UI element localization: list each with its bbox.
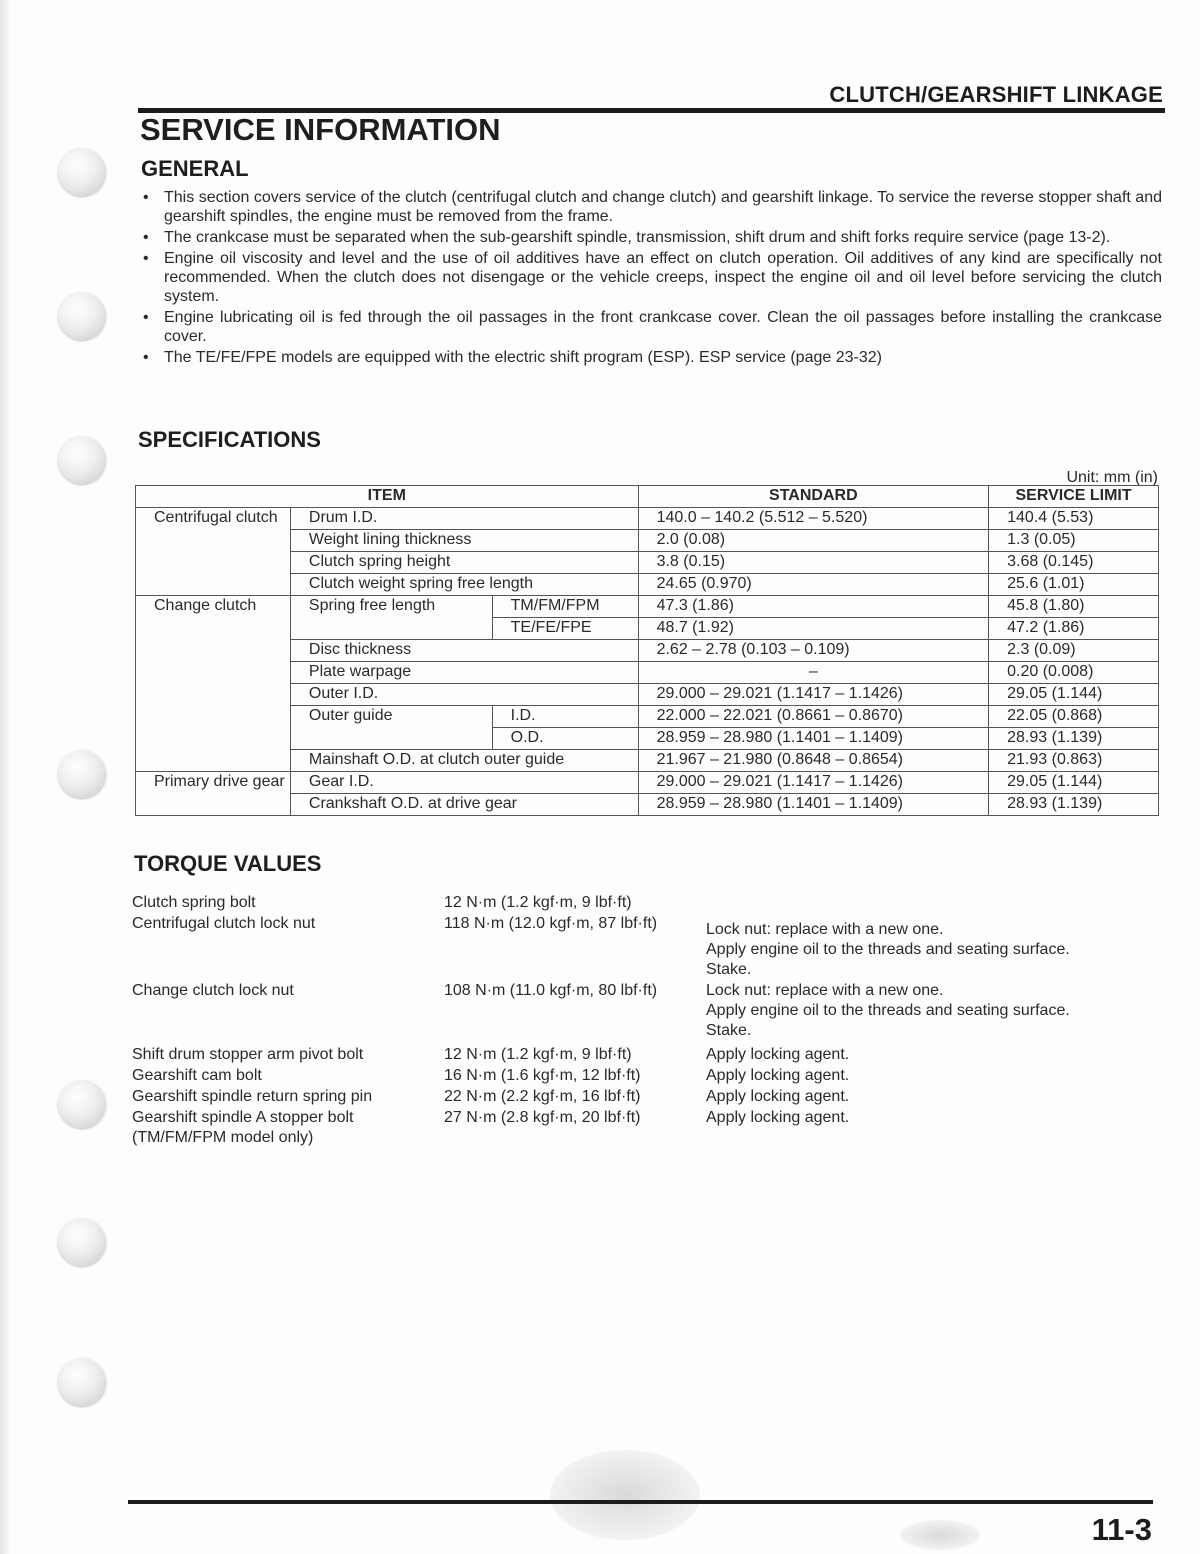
binder-hole [58,436,106,484]
limit-cell: 29.05 (1.144) [989,684,1159,706]
unit-label: Unit: mm (in) [1066,469,1158,486]
torque-value: 118 N·m (12.0 kgf·m, 87 lbf·ft) [444,915,658,932]
column-header-service-limit: SERVICE LIMIT [989,486,1159,508]
scan-smudge [900,1520,980,1550]
standard-cell: 2.0 (0.08) [638,530,989,552]
column-header-standard: STANDARD [638,486,989,508]
torque-item-name: Centrifugal clutch lock nut [132,915,316,932]
binder-hole [58,1358,106,1406]
item-cell: Drum I.D. [290,508,638,530]
torque-item-name: Change clutch lock nut [132,982,294,999]
limit-cell: 0.20 (0.008) [989,662,1159,684]
note-line: Apply engine oil to the threads and seating surface. [706,941,1070,958]
column-header-item: ITEM [136,486,639,508]
torque-note [706,893,1162,914]
standard-cell: 22.000 – 22.021 (0.8661 – 0.8670) [638,706,989,728]
limit-cell: 47.2 (1.86) [989,618,1159,640]
binder-hole [58,292,106,340]
limit-cell: 45.8 (1.80) [989,596,1159,618]
page-edge [0,0,10,1554]
list-item: • Engine oil viscosity and level and the use of oil additives have an effect on clutch operation. Oil additives of any kind are specifically not recommended. When the clutch does not disengage or the vehicle creeps, inspect the engine oil and oil level before servicing the clutch system. [140,249,1162,306]
standard-cell: 28.959 – 28.980 (1.1401 – 1.1409) [638,728,989,750]
standard-cell: 47.3 (1.86) [638,596,989,618]
item-cell: Disc thickness [290,640,638,662]
limit-cell: 28.93 (1.139) [989,728,1159,750]
table-row [132,981,1162,1045]
torque-note [706,914,1162,981]
limit-cell: 29.05 (1.144) [989,772,1159,794]
standard-cell: 29.000 – 29.021 (1.1417 – 1.1426) [638,684,989,706]
binder-hole [58,1080,106,1128]
general-heading: GENERAL [141,156,249,181]
table-header-row [136,486,1159,508]
item-cell: Mainshaft O.D. at clutch outer guide [290,750,638,772]
table-row [136,596,1159,618]
table-row [132,1087,1162,1108]
group-label: Primary drive gear [136,772,291,816]
standard-cell: – [638,662,989,684]
item-cell: Spring free length [290,596,492,640]
torque-note: Apply locking agent. [706,1109,850,1126]
list-item: • The crankcase must be separated when the sub-gearshift spindle, transmission, shift drum and shift forks require service (page 13-2). [140,228,1162,247]
page-number: 11-3 [1091,1512,1152,1547]
binder-hole [58,1218,106,1266]
limit-cell: 3.68 (0.145) [989,552,1159,574]
sub-item-cell: TM/FM/FPM [492,596,638,618]
sub-item-cell: TE/FE/FPE [492,618,638,640]
binder-hole [58,148,106,196]
torque-item-name-line: (TM/FM/FPM model only) [132,1129,314,1146]
limit-cell: 2.3 (0.09) [989,640,1159,662]
item-cell: Gear I.D. [290,772,638,794]
torque-value: 12 N·m (1.2 kgf·m, 9 lbf·ft) [444,894,632,911]
item-cell: Clutch spring height [290,552,638,574]
item-cell: Outer I.D. [290,684,638,706]
torque-item-name-line: Gearshift spindle A stopper bolt [132,1109,354,1126]
standard-cell: 2.62 – 2.78 (0.103 – 0.109) [638,640,989,662]
scan-smudge [550,1450,700,1540]
torque-value: 108 N·m (11.0 kgf·m, 80 lbf·ft) [444,982,658,999]
sub-item-cell: O.D. [492,728,638,750]
table-row [132,1045,1162,1066]
limit-cell: 25.6 (1.01) [989,574,1159,596]
limit-cell: 140.4 (5.53) [989,508,1159,530]
torque-item-name: Shift drum stopper arm pivot bolt [132,1046,364,1063]
torque-value: 22 N·m (2.2 kgf·m, 16 lbf·ft) [444,1088,641,1105]
torque-item-name [132,1108,444,1149]
item-cell: Weight lining thickness [290,530,638,552]
standard-cell: 21.967 – 21.980 (0.8648 – 0.8654) [638,750,989,772]
page-title: SERVICE INFORMATION [140,112,501,147]
limit-cell: 1.3 (0.05) [989,530,1159,552]
torque-item-name: Clutch spring bolt [132,894,256,911]
item-cell: Clutch weight spring free length [290,574,638,596]
torque-note: Apply locking agent. [706,1067,850,1084]
standard-cell: 140.0 – 140.2 (5.512 – 5.520) [638,508,989,530]
binder-hole [58,750,106,798]
footer-rule [128,1500,1153,1504]
group-label: Centrifugal clutch [136,508,291,596]
torque-note [706,981,1162,1045]
list-item: • This section covers service of the clutch (centrifugal clutch and change clutch) and gearshift linkage. To service the reverse stopper shaft and gearshift spindles, the engine must be removed from the frame. [140,188,1162,226]
limit-cell: 28.93 (1.139) [989,794,1159,816]
standard-cell: 3.8 (0.15) [638,552,989,574]
standard-cell: 29.000 – 29.021 (1.1417 – 1.1426) [638,772,989,794]
specifications-heading: SPECIFICATIONS [138,427,321,452]
limit-cell: 22.05 (0.868) [989,706,1159,728]
torque-note: Apply locking agent. [706,1046,850,1063]
sub-item-cell: I.D. [492,706,638,728]
group-label: Change clutch [136,596,291,772]
list-item: • Engine lubricating oil is fed through the oil passages in the front crankcase cover. Clean the oil passages before installing the crankcase cover. [140,308,1162,346]
item-cell: Crankshaft O.D. at drive gear [290,794,638,816]
note-line: Lock nut: replace with a new one. [706,921,944,938]
table-row [132,1108,1162,1149]
table-row [132,893,1162,914]
torque-item-name: Gearshift cam bolt [132,1067,262,1084]
torque-item-name: Gearshift spindle return spring pin [132,1088,373,1105]
section-title: CLUTCH/GEARSHIFT LINKAGE [829,82,1163,107]
limit-cell: 21.93 (0.863) [989,750,1159,772]
torque-note: Apply locking agent. [706,1088,850,1105]
table-row [132,1066,1162,1087]
note-line: Stake. [706,961,752,978]
torque-value: 16 N·m (1.6 kgf·m, 12 lbf·ft) [444,1067,641,1084]
note-line: Apply engine oil to the threads and seating surface. [706,1002,1070,1019]
torque-values-heading: TORQUE VALUES [134,851,322,876]
torque-value: 27 N·m (2.8 kgf·m, 20 lbf·ft) [444,1109,641,1126]
table-row [132,914,1162,981]
list-item: • The TE/FE/FPE models are equipped with the electric shift program (ESP). ESP service (page 23-32) [140,348,1162,367]
specifications-table [135,485,1159,816]
note-line: Lock nut: replace with a new one. [706,982,944,999]
torque-values-table [132,893,1162,1149]
item-cell: Outer guide [290,706,492,750]
table-row [136,772,1159,794]
note-line: Stake. [706,1022,752,1039]
standard-cell: 28.959 – 28.980 (1.1401 – 1.1409) [638,794,989,816]
standard-cell: 24.65 (0.970) [638,574,989,596]
torque-value: 12 N·m (1.2 kgf·m, 9 lbf·ft) [444,1046,632,1063]
table-row [136,508,1159,530]
standard-cell: 48.7 (1.92) [638,618,989,640]
general-bullet-list [140,188,1162,369]
item-cell: Plate warpage [290,662,638,684]
